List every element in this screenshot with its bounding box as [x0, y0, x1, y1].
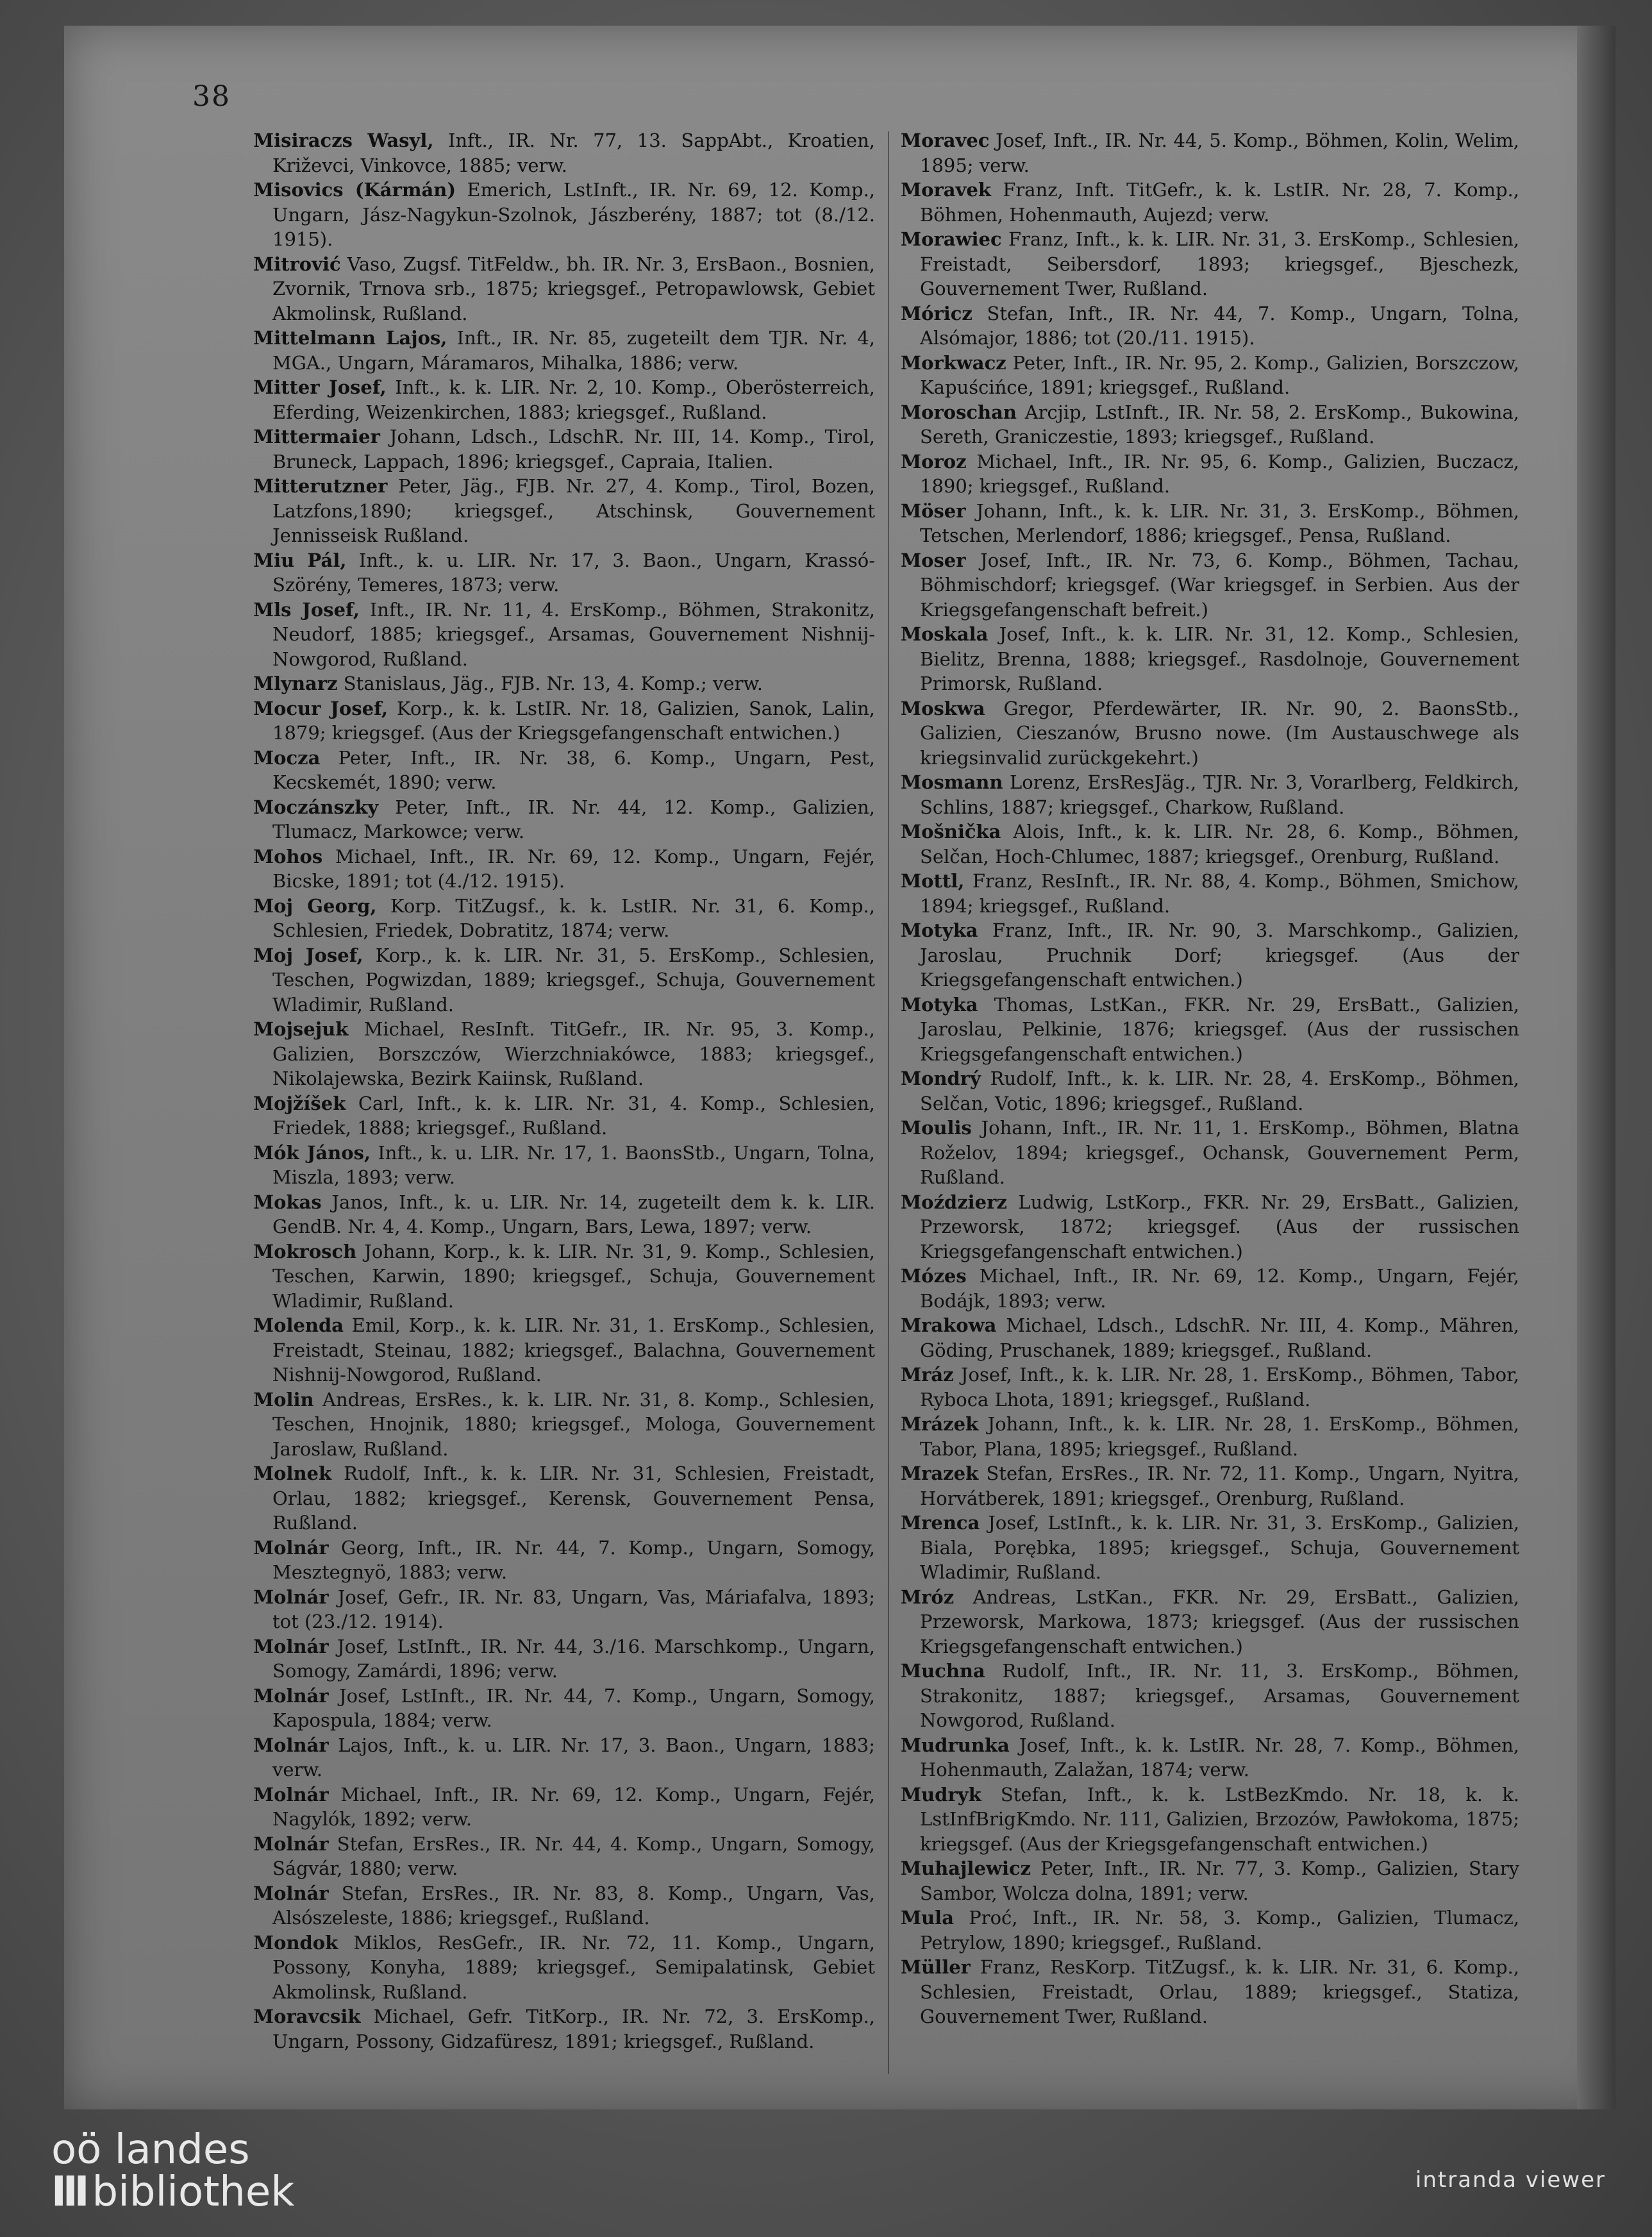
register-entry [901, 1461, 1519, 1511]
entry-details: Arcjip, LstInft., IR. Nr. 58, 2. ErsKomp., Bukowina, Sereth, Graniczestie, 1893; kriegsgef., Rußland. [920, 401, 1519, 448]
entry-details: Johann, Inft., k. k. LIR. Nr. 31, 3. ErsKomp., Böhmen, Tetschen, Merlendorf, 1886; kriegsgef., Pensa, Rußland. [920, 499, 1519, 546]
register-entry [253, 894, 875, 943]
entry-name: Mittelmann Lajos, [253, 327, 447, 349]
entry-details: Franz, Inft. TitGefr., k. k. LstIR. Nr. 28, 7. Komp., Böhmen, Hohenmauth, Aujezd; verw. [920, 179, 1519, 226]
register-entry [901, 1906, 1519, 1955]
register-entry [253, 1782, 875, 1832]
register-entry [253, 1190, 875, 1239]
register-entry [901, 1955, 1519, 2029]
entry-name: Mróz [901, 1586, 955, 1608]
register-entry [253, 1881, 875, 1931]
register-entry [901, 1264, 1519, 1313]
entry-name: Mráz [901, 1364, 954, 1386]
logo-bars-icon: III [51, 2168, 86, 2216]
entry-name: Morawiec [901, 228, 1002, 250]
entry-details: Franz, Inft., IR. Nr. 90, 3. Marschkomp., Galizien, Jaroslau, Pruchnik Dorf; kriegsgef. (Aus der Kriegsgefangenschaft entwichen.) [920, 919, 1519, 991]
entry-name: Mokrosch [253, 1240, 357, 1262]
entry-details: Korp. TitZugsf., k. k. LstIR. Nr. 31, 6. Komp., Schlesien, Friedek, Dobratitz, 1874; verw. [272, 894, 875, 941]
register-entry [253, 1684, 875, 1733]
entry-name: Moczánszky [253, 796, 379, 818]
entry-details: Peter, Inft., IR. Nr. 77, 3. Komp., Galizien, Stary Sambor, Wolcza dolna, 1891; verw. [920, 1857, 1519, 1904]
entry-name: Mondrý [901, 1068, 981, 1089]
viewer-brand-label: intranda viewer [1415, 2167, 1606, 2193]
entry-name: Moj Josef, [253, 944, 363, 966]
register-entry [901, 178, 1519, 227]
register-entry [901, 770, 1519, 819]
column-divider [888, 131, 889, 2074]
logo-line-2: bibliothek [92, 2168, 295, 2216]
register-entry [901, 1511, 1519, 1585]
register-entry [901, 1412, 1519, 1461]
entry-name: Molenda [253, 1314, 344, 1336]
entry-name: Moravec [901, 130, 990, 151]
entry-details: Janos, Inft., k. u. LIR. Nr. 14, zugeteilt dem k. k. LIR. GendB. Nr. 4, 4. Komp., Ungarn, Bars, Lewa, 1897; verw. [272, 1191, 875, 1237]
entry-details: Proć, Inft., IR. Nr. 58, 3. Komp., Galizien, Tlumacz, Petrylow, 1890; kriegsgef., Rußland. [920, 1907, 1519, 1954]
entry-details: Johann, Inft., k. k. LIR. Nr. 28, 1. ErsKomp., Böhmen, Tabor, Plana, 1895; kriegsgef., Rußland. [920, 1413, 1519, 1460]
register-entry [253, 943, 875, 1018]
register-entry [901, 819, 1519, 869]
register-entry [253, 1239, 875, 1314]
entry-details: Ludwig, LstKorp., FKR. Nr. 29, ErsBatt., Galizien, Przeworsk, 1872; kriegsgef. (Aus der russischen Kriegsgefangenschaft entwichen.) [920, 1191, 1519, 1262]
entry-name: Mocza [253, 746, 321, 769]
register-entry [901, 1313, 1519, 1362]
entry-details: Rudolf, Inft., k. k. LIR. Nr. 31, Schlesien, Freistadt, Orlau, 1882; kriegsgef., Kerensk, Gouvernement Pensa, Rußland. [272, 1462, 875, 1534]
entry-name: Mózes [901, 1265, 967, 1287]
register-entry [253, 1931, 875, 2005]
register-entry [253, 1313, 875, 1387]
entry-details: Inft., IR. Nr. 85, zugeteilt dem TJR. Nr. 4, MGA., Ungarn, Máramaros, Mihalka, 1886; verw. [272, 327, 875, 374]
entry-details: Michael, Inft., IR. Nr. 69, 12. Komp., Ungarn, Fejér, Bodájk, 1893; verw. [920, 1265, 1519, 1312]
register-entry [901, 227, 1519, 301]
entry-details: Miklos, ResGefr., IR. Nr. 72, 11. Komp., Ungarn, Possony, Konyha, 1889; kriegsgef., Semipalatinsk, Gebiet Akmolinsk, Rußland. [272, 1931, 875, 2003]
register-entry [253, 1585, 875, 1634]
entry-details: Stefan, ErsRes., IR. Nr. 44, 4. Komp., Ungarn, Somogy, Ságvár, 1880; verw. [272, 1832, 875, 1879]
register-entry [253, 474, 875, 548]
entry-details: Inft., k. u. LIR. Nr. 17, 3. Baon., Ungarn, Krassó-Szörény, Temeres, 1873; verw. [272, 549, 875, 596]
register-entry [901, 1362, 1519, 1412]
entry-details: Peter, Inft., IR. Nr. 44, 12. Komp., Galizien, Tlumacz, Markowce; verw. [272, 796, 875, 842]
register-entry [253, 1536, 875, 1585]
entry-details: Lajos, Inft., k. u. LIR. Nr. 17, 3. Baon., Ungarn, 1883; verw. [272, 1734, 875, 1780]
register-entry [253, 2004, 875, 2054]
entry-name: Misiraczs Wasyl, [253, 130, 434, 151]
entry-name: Molnár [253, 1783, 329, 1806]
entry-name: Miu Pál, [253, 549, 347, 571]
register-entry [253, 128, 875, 178]
entry-name: Mondok [253, 1931, 338, 1954]
register-entry [901, 869, 1519, 918]
entry-details: Josef, Inft., k. k. LstIR. Nr. 28, 7. Komp., Böhmen, Hohenmauth, Zalažan, 1874; verw. [920, 1734, 1519, 1780]
entry-details: Gregor, Pferdewärter, IR. Nr. 90, 2. BaonsStb., Galizien, Cieszanów, Brusno nowe. (Im Austauschwege als kriegsinvalid zurückgekehrt.) [920, 697, 1519, 769]
register-entry [253, 696, 875, 746]
library-logo[interactable] [51, 2126, 295, 2216]
entry-name: Muhajlewicz [901, 1857, 1031, 1879]
register-entry [253, 795, 875, 844]
entry-name: Mosmann [901, 771, 1003, 793]
register-entry [901, 1066, 1519, 1116]
entry-name: Mrakowa [901, 1314, 997, 1336]
entry-details: Josef, LstInft., IR. Nr. 44, 7. Komp., Ungarn, Somogy, Kapospula, 1884; verw. [272, 1684, 875, 1731]
register-entry [253, 1634, 875, 1684]
entry-name: Möser [901, 499, 966, 522]
register-entry [901, 993, 1519, 1067]
entry-details: Michael, Inft., IR. Nr. 69, 12. Komp., Ungarn, Fejér, Nagylók, 1892; verw. [272, 1783, 875, 1830]
entry-details: Lorenz, ErsResJäg., TJR. Nr. 3, Vorarlberg, Feldkirch, Schlins, 1887; kriegsgef., Charkow, Rußland. [920, 771, 1519, 818]
entry-details: Peter, Inft., IR. Nr. 95, 2. Komp., Galizien, Borszczow, Kapuścińce, 1891; kriegsgef., Rußland. [920, 351, 1519, 398]
entry-details: Vaso, Zugsf. TitFeldw., bh. IR. Nr. 3, ErsBaon., Bosnien, Zvornik, Trnova srb., 1875; kriegsgef., Petropawlowsk, Gebiet Akmolinsk, Rußland. [272, 253, 875, 324]
register-entry [253, 178, 875, 252]
entry-details: Josef, Inft., k. k. LIR. Nr. 31, 12. Komp., Schlesien, Bielitz, Brenna, 1888; kriegsgef., Rasdolnoje, Gouvernement Primorsk, Rußland. [920, 623, 1519, 694]
right-column [901, 128, 1519, 2029]
entry-name: Molnár [253, 1882, 329, 1904]
entry-details: Stefan, Inft., IR. Nr. 44, 7. Komp., Ungarn, Tolna, Alsómajor, 1886; tot (20./11. 1915). [920, 302, 1519, 349]
entry-name: Moskala [901, 623, 989, 645]
entry-name: Mlynarz [253, 673, 338, 694]
entry-details: Johann, Ldsch., LdschR. Nr. III, 14. Komp., Tirol, Bruneck, Lappach, 1896; kriegsgef., Capraia, Italien. [272, 426, 875, 473]
entry-details: Georg, Inft., IR. Nr. 44, 7. Komp., Ungarn, Somogy, Mesztegnyö, 1883; verw. [272, 1536, 875, 1583]
register-entry [253, 1017, 875, 1091]
entry-name: Motyka [901, 919, 978, 941]
entry-details: Andreas, LstKan., FKR. Nr. 29, ErsBatt., Galizien, Przeworsk, Markowa, 1873; kriegsgef. (Aus der russischen Kriegsgefangenschaft entwichen.) [920, 1586, 1519, 1657]
register-entry [253, 424, 875, 474]
entry-details: Inft., k. u. LIR. Nr. 17, 1. BaonsStb., Ungarn, Tolna, Miszla, 1893; verw. [272, 1141, 875, 1188]
entry-name: Molnár [253, 1832, 329, 1855]
entry-name: Mók János, [253, 1141, 371, 1164]
entry-name: Morkwacz [901, 351, 1006, 374]
entry-name: Mottl, [901, 870, 965, 892]
entry-name: Molnek [253, 1462, 332, 1484]
entry-name: Mitrović [253, 253, 341, 275]
entry-name: Moździerz [901, 1191, 1007, 1213]
entry-details: Carl, Inft., k. k. LIR. Nr. 31, 4. Komp., Schlesien, Friedek, 1888; kriegsgef., Rußland. [272, 1092, 875, 1139]
entry-name: Mocur Josef, [253, 697, 388, 719]
register-entry [901, 1733, 1519, 1782]
register-entry [253, 598, 875, 672]
entry-name: Mošnička [901, 821, 1001, 842]
entry-details: Emerich, LstInft., IR. Nr. 69, 12. Komp., Ungarn, Jász-Nagykun-Szolnok, Jászberény, 1887; tot (8./12. 1915). [272, 179, 875, 250]
register-entry [253, 746, 875, 795]
entry-details: Inft., IR. Nr. 11, 4. ErsKomp., Böhmen, Strakonitz, Neudorf, 1885; kriegsgef., Arsamas, Gouvernement Nishnij-Nowgorod, Rußland. [272, 598, 875, 670]
entry-name: Moskwa [901, 697, 985, 719]
entry-details: Peter, Inft., IR. Nr. 38, 6. Komp., Ungarn, Pest, Kecskemét, 1890; verw. [272, 746, 875, 793]
register-entry [901, 1782, 1519, 1857]
register-entry [253, 375, 875, 424]
entry-name: Mls Josef, [253, 598, 360, 621]
entry-details: Thomas, LstKan., FKR. Nr. 29, ErsBatt., Galizien, Jaroslau, Pelkinie, 1876; kriegsgef. (Aus der russischen Kriegsgefangenschaft entwichen.) [920, 993, 1519, 1065]
entry-details: Josef, Inft., IR. Nr. 44, 5. Komp., Böhmen, Kolin, Welim, 1895; verw. [920, 130, 1519, 176]
entry-name: Mojsejuk [253, 1018, 349, 1040]
entry-name: Mudrunka [901, 1734, 1010, 1756]
register-entry [253, 1461, 875, 1536]
entry-name: Muchna [901, 1660, 985, 1682]
entry-details: Michael, Inft., IR. Nr. 69, 12. Komp., Ungarn, Fejér, Bicske, 1891; tot (4./12. 1915). [272, 845, 875, 892]
entry-details: Stefan, ErsRes., IR. Nr. 72, 11. Komp., Ungarn, Nyitra, Horvátberek, 1891; kriegsgef., Orenburg, Rußland. [920, 1462, 1519, 1509]
register-entry [253, 844, 875, 894]
register-entry [253, 252, 875, 326]
register-entry [901, 128, 1519, 178]
entry-details: Michael, Inft., IR. Nr. 95, 6. Komp., Galizien, Buczacz, 1890; kriegsgef., Rußland. [920, 450, 1519, 497]
entry-details: Korp., k. k. LstIR. Nr. 18, Galizien, Sanok, Lalin, 1879; kriegsgef. (Aus der Kriegsgefangenschaft entwichen.) [272, 697, 875, 744]
entry-name: Moj Georg, [253, 894, 377, 917]
entry-name: Moroz [901, 450, 967, 473]
entry-details: Korp., k. k. LIR. Nr. 31, 5. ErsKomp., Schlesien, Teschen, Pogwizdan, 1889; kriegsgef., Schuja, Gouvernement Wladimir, Rußland. [272, 944, 875, 1016]
register-entry [253, 1733, 875, 1782]
entry-details: Stefan, ErsRes., IR. Nr. 83, 8. Komp., Ungarn, Vas, Alsószeleste, 1886; kriegsgef., Rußland. [272, 1882, 875, 1929]
entry-details: Peter, Jäg., FJB. Nr. 27, 4. Komp., Tirol, Bozen, Latzfons,1890; kriegsgef., Atschinsk, Gouvernement Jennisseisk Rußland. [272, 475, 875, 546]
entry-details: Franz, ResKorp. TitZugsf., k. k. LIR. Nr. 31, 6. Komp., Schlesien, Freistadt, Orlau, 1889; kriegsgef., Statiza, Gouvernement Twer, Rußland. [920, 1956, 1519, 2027]
entry-name: Moravcsik [253, 2006, 361, 2027]
entry-details: Josef, LstInft., k. k. LIR. Nr. 31, 3. ErsKomp., Galizien, Biala, Porębka, 1895; kriegsgef., Schuja, Gouvernement Wladimir, Rußland. [920, 1512, 1519, 1583]
entry-details: Josef, LstInft., IR. Nr. 44, 3./16. Marschkomp., Ungarn, Somogy, Zamárdi, 1896; verw. [272, 1635, 875, 1682]
entry-details: Michael, Gefr. TitKorp., IR. Nr. 72, 3. ErsKomp., Ungarn, Possony, Gidzafüresz, 1891; kriegsgef., Rußland. [272, 2006, 875, 2052]
entry-details: Inft., k. k. LIR. Nr. 2, 10. Komp., Oberösterreich, Eferding, Weizenkirchen, 1883; kriegsgef., Rußland. [272, 376, 875, 423]
register-entry [253, 326, 875, 375]
entry-name: Moroschan [901, 401, 1017, 423]
register-entry [901, 499, 1519, 548]
entry-details: Emil, Korp., k. k. LIR. Nr. 31, 1. ErsKomp., Schlesien, Freistadt, Steinau, 1882; kriegsgef., Balachna, Gouvernement Nishnij-Nowgorod, Rußland. [272, 1314, 875, 1386]
register-entry [253, 548, 875, 598]
entry-name: Mojžíšek [253, 1092, 346, 1114]
entry-name: Molnár [253, 1536, 329, 1559]
entry-details: Rudolf, Inft., IR. Nr. 11, 3. ErsKomp., Böhmen, Strakonitz, 1887; kriegsgef., Arsamas, Gouvernement Nowgorod, Rußland. [920, 1660, 1519, 1731]
register-entry [253, 671, 875, 696]
entry-name: Molnár [253, 1586, 329, 1608]
register-entry [901, 696, 1519, 771]
entry-details: Johann, Inft., IR. Nr. 11, 1. ErsKomp., Böhmen, Blatna Roželov, 1894; kriegsgef., Ochansk, Gouvernement Perm, Rußland. [920, 1117, 1519, 1188]
register-entry [253, 1387, 875, 1462]
register-entry [901, 1659, 1519, 1733]
entry-name: Mitterutzner [253, 475, 388, 497]
entry-details: Michael, ResInft. TitGefr., IR. Nr. 95, 3. Komp., Galizien, Borszczów, Wierzchniakówce, 1883; kriegsgef., Nikolajewska, Bezirk Kaiinsk, Rußland. [272, 1018, 875, 1089]
entry-name: Müller [901, 1956, 971, 1978]
entry-name: Moravek [901, 179, 991, 201]
entry-name: Mohos [253, 845, 323, 867]
entry-name: Mitter Josef, [253, 376, 387, 398]
entry-name: Mrázek [901, 1413, 979, 1435]
entry-name: Mittermaier [253, 426, 380, 448]
register-entry [901, 1856, 1519, 1906]
register-entry [253, 1832, 875, 1881]
register-entry [253, 1091, 875, 1141]
entry-name: Mrazek [901, 1462, 979, 1484]
entry-name: Móricz [901, 302, 972, 324]
entry-details: Stefan, Inft., k. k. LstBezKmdo. Nr. 18, k. k. LstInfBrigKmdo. Nr. 111, Galizien, Brzozów, Pawłokoma, 1875; kriegsgef. (Aus der Kriegsgefangenschaft entwichen.) [920, 1783, 1519, 1855]
entry-name: Mrenca [901, 1512, 980, 1534]
entry-details: Inft., IR. Nr. 77, 13. SappAbt., Kroatien, Križevci, Vinkovce, 1885; verw. [272, 130, 875, 176]
logo-line-1: oö landes [51, 2126, 250, 2174]
entry-name: Molnár [253, 1734, 329, 1756]
entry-name: Molnár [253, 1684, 329, 1707]
entry-details: Stanislaus, Jäg., FJB. Nr. 13, 4. Komp.; verw. [337, 673, 763, 694]
entry-name: Moser [901, 549, 966, 571]
entry-name: Molnár [253, 1635, 329, 1657]
entry-details: Michael, Ldsch., LdschR. Nr. III, 4. Komp., Mähren, Göding, Pruschanek, 1889; kriegsgef., Rußland. [920, 1314, 1519, 1361]
register-entry [901, 1585, 1519, 1659]
register-entry [901, 1190, 1519, 1264]
register-entry [901, 351, 1519, 400]
entry-details: Johann, Korp., k. k. LIR. Nr. 31, 9. Komp., Schlesien, Teschen, Karwin, 1890; kriegsgef., Schuja, Gouvernement Wladimir, Rußland. [272, 1240, 875, 1312]
entry-details: Rudolf, Inft., k. k. LIR. Nr. 28, 4. ErsKomp., Böhmen, Selčan, Votic, 1896; kriegsgef., Rußland. [920, 1068, 1519, 1114]
entry-details: Josef, Inft., k. k. LIR. Nr. 28, 1. ErsKomp., Böhmen, Tabor, Ryboca Lhota, 1891; kriegsgef., Rußland. [920, 1364, 1519, 1411]
entry-name: Mula [901, 1907, 954, 1929]
entry-details: Josef, Gefr., IR. Nr. 83, Ungarn, Vas, Máriafalva, 1893; tot (23./12. 1914). [272, 1586, 875, 1632]
register-entry [901, 449, 1519, 499]
entry-details: Franz, Inft., k. k. LIR. Nr. 31, 3. ErsKomp., Schlesien, Freistadt, Seibersdorf, 1893; kriegsgef., Bjeschezk, Gouvernement Twer, Rußland. [920, 228, 1519, 299]
page-number: 38 [192, 80, 231, 113]
register-entry [901, 301, 1519, 351]
entry-details: Franz, ResInft., IR. Nr. 88, 4. Komp., Böhmen, Smichow, 1894; kriegsgef., Rußland. [920, 870, 1519, 917]
register-entry [901, 548, 1519, 623]
entry-name: Misovics (Kármán) [253, 179, 456, 201]
entry-name: Motyka [901, 993, 978, 1016]
entry-name: Moulis [901, 1117, 972, 1139]
page-edge-shadow [1577, 26, 1615, 2109]
entry-details: Josef, Inft., IR. Nr. 73, 6. Komp., Böhmen, Tachau, Böhmischdorf; kriegsgef. (War kriegsgef. in Serbien. Aus der Kriegsgefangenschaft befreit.) [920, 549, 1519, 621]
register-entry [901, 1116, 1519, 1190]
left-column [253, 128, 875, 2054]
register-entry [253, 1141, 875, 1190]
entry-name: Mokas [253, 1191, 322, 1213]
entry-name: Mudryk [901, 1783, 981, 1806]
register-entry [901, 918, 1519, 993]
entry-details: Andreas, ErsRes., k. k. LIR. Nr. 31, 8. Komp., Schlesien, Teschen, Hnojnik, 1880; kriegsgef., Mologa, Gouvernement Jaroslaw, Rußland. [272, 1388, 875, 1460]
register-entry [901, 400, 1519, 449]
entry-name: Molin [253, 1388, 314, 1411]
register-entry [901, 622, 1519, 696]
entry-details: Alois, Inft., k. k. LIR. Nr. 28, 6. Komp., Böhmen, Selčan, Hoch-Chlumec, 1887; kriegsgef., Orenburg, Rußland. [920, 821, 1519, 867]
